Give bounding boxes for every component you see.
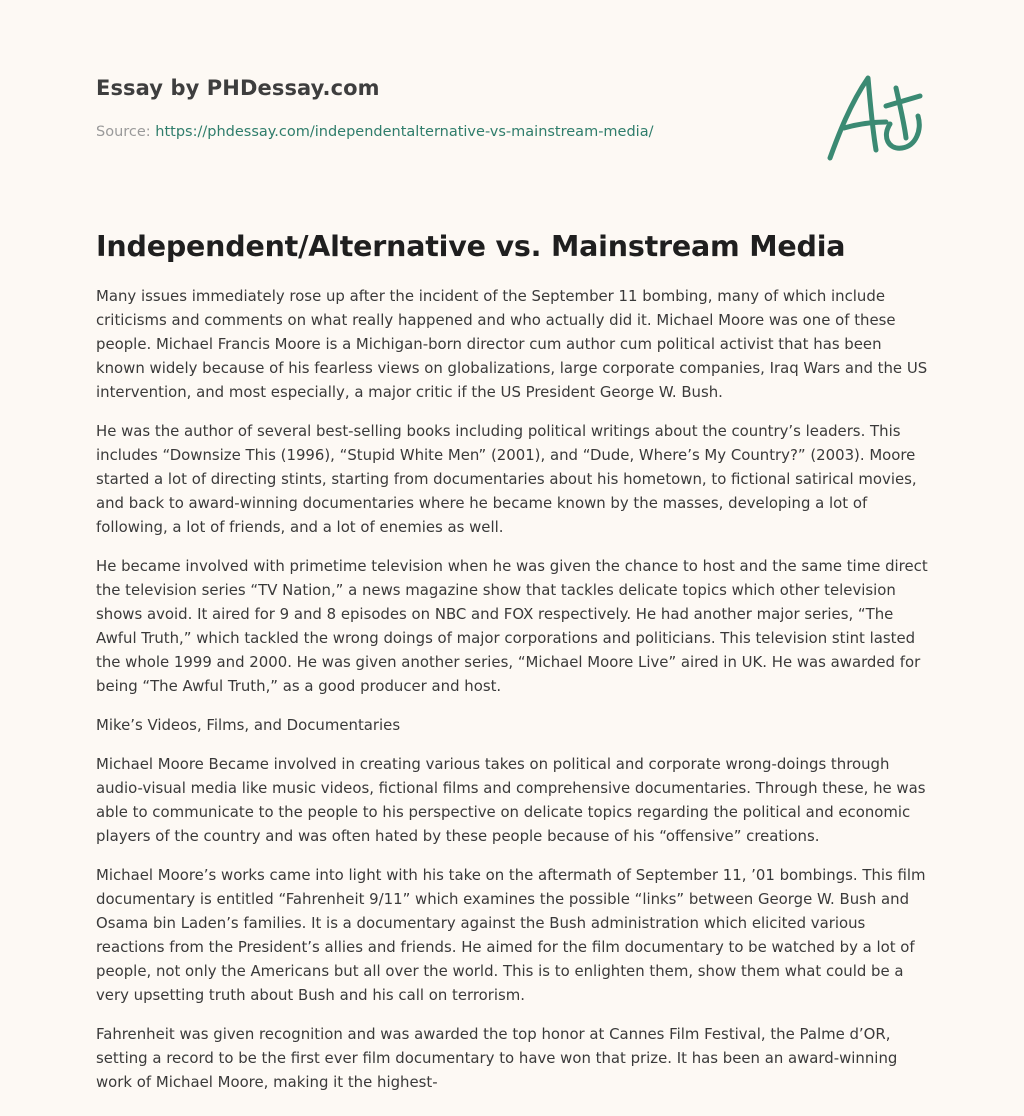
- page-header: [96, 0, 928, 230]
- essay-paragraph: Fahrenheit was given recognition and was awarded the top honor at Cannes Film Festival, the Palme d’OR, setting a record to be the first ever film documentary to have won that prize. It has been an award-winning work of Michael Moore, making it the highest-: [96, 1025, 898, 1092]
- site-title: Essay by PHDessay.com: [96, 76, 380, 100]
- source-label: Source:: [96, 124, 151, 140]
- essay-paragraph: Michael Moore’s works came into light with his take on the aftermath of September 11, ’01 bombings. This film documentary is entitled “Fahrenheit 9/11” which examines the possible “links” between George W. Bush and Osama bin Laden’s families. It is a documentary against the Bush administration which elicited various reactions from the President’s allies and friends. He aimed for the film documentary to be watched by a lot of people, not only the Americans but all over the world. This is to enlighten them, show them what could be a very upsetting truth about Bush and his call on terrorism.: [96, 866, 926, 1005]
- essay-paragraph: He was the author of several best-selling books including political writings about the country’s leaders. This includes “Downsize This (1996), “Stupid White Men” (2001), and “Dude, Where’s My Country?” (2003). Moore started a lot of directing stints, starting from documentaries about his hometown, to fictional satirical movies, and back to award-winning documentaries where he became known by the masses, developing a lot of following, a lot of friends, and a lot of enemies as well.: [96, 422, 917, 537]
- essay-paragraph: He became involved with primetime television when he was given the chance to host and the same time direct the television series “TV Nation,” a news magazine show that tackles delicate topics which other television shows avoid. It aired for 9 and 8 episodes on NBC and FOX respectively. He had another major series, “The Awful Truth,” which tackled the wrong doings of major corporations and politicians. This television stint lasted the whole 1999 and 2000. He was given another series, “Michael Moore Live” aired in UK. He was awarded for being “The Awful Truth,” as a good producer and host.: [96, 557, 928, 696]
- source-line: [96, 124, 653, 140]
- essay-body: [96, 284, 928, 1094]
- essay-paragraph: Michael Moore Became involved in creating various takes on political and corporate wrong-doings through audio-visual media like music videos, fictional films and comprehensive documentaries. Through these, he was able to communicate to the people to his perspective on delicate topics regarding the political and economic players of the country and was often hated by these people because of his “offensive” creations.: [96, 755, 926, 846]
- section-heading: Mike’s Videos, Films, and Documentaries: [96, 716, 401, 735]
- source-link[interactable]: https://phdessay.com/independentalternative-vs-mainstream-media/: [155, 124, 654, 140]
- essay-paragraph: Many issues immediately rose up after the incident of the September 11 bombing, many of which include criticisms and comments on what really happened and who actually did it. Michael Moore was one of these people. Michael Francis Moore is a Michigan-born director cum author cum political activist that has been known widely because of his fearless views on globalizations, large corporate companies, Iraq Wars and the US intervention, and most especially, a major critic if the US President George W. Bush.: [96, 287, 928, 402]
- essay-title: Independent/Alternative vs. Mainstream Media: [96, 230, 846, 263]
- a-plus-logo-icon: [824, 66, 928, 166]
